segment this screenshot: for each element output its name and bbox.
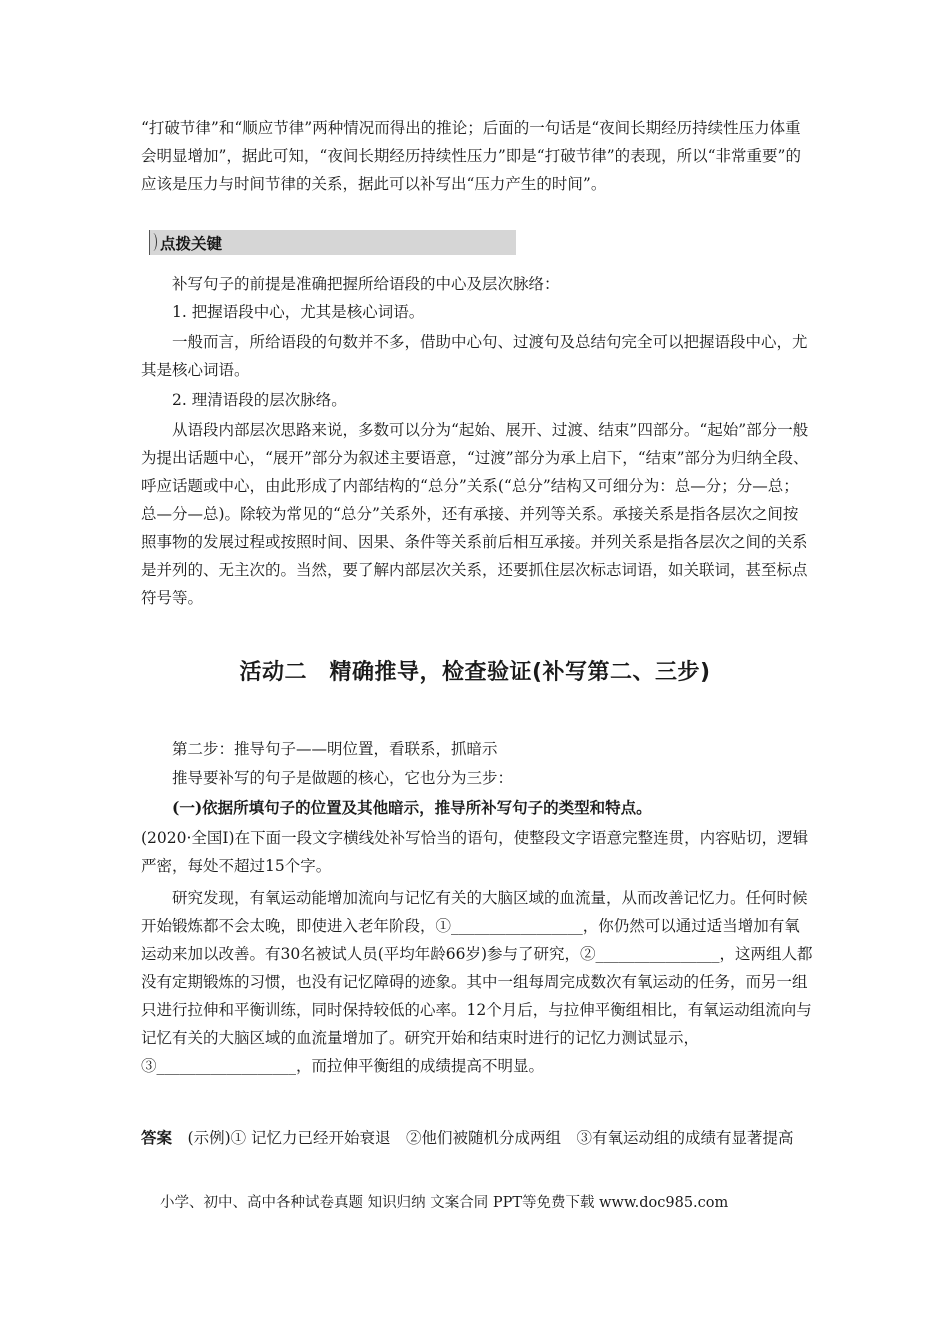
answer-label: 答案 [141, 1128, 173, 1147]
question-passage: 研究发现，有氧运动能增加流向与记忆有关的大脑区域的血流量，从而改善记忆力。任何时候开始锻炼都不会太晚，即使进入老年阶段，①_________________，你仍然可以通过适当增加有氧运动来加以改善。有30名被试人员(平均年龄66岁)参与了研究，②________________，这两组人都没有定期锻炼的习惯，也没有记忆障碍的迹象。其中一组每周完成数次有氧运动的任务，而另一组只进行拉伸和平衡训练，同时保持较低的心率。12个月后，与拉伸平衡组相比，有氧运动组流向与记忆有关的大脑区域的血流量增加了。研究开始和结束时进行的记忆力测试显示，③__________________，而拉伸平衡组的成绩提高不明显。 [141, 889, 813, 1075]
step2-title: 第二步：推导句子——明位置，看联系，抓暗示 [172, 740, 498, 758]
step2-sub1: (一)依据所填句子的位置及其他暗示，推导所补写句子的类型和特点。 [172, 798, 652, 817]
key-item1-body: 一般而言，所给语段的句数并不多，借助中心句、过渡句及总结句完全可以把握语段中心，尤其是核心词语。 [141, 333, 808, 379]
key-item1-title: 1. 把握语段中心，尤其是核心词语。 [172, 303, 425, 321]
answer-text: (示例)① 记忆力已经开始衰退 ②他们被随机分成两组 ③有氧运动组的成绩有显著提高 [187, 1129, 794, 1147]
answer-block [141, 1124, 813, 1152]
key-lead: 补写句子的前提是准确把握所给语段的中心及层次脉络： [172, 275, 560, 293]
key-points-banner [141, 230, 516, 255]
intro-paragraph: “打破节律”和“顺应节律”两种情况而得出的推论；后面的一句话是“夜间长期经历持续性压力体重会明显增加”，据此可知，“夜间长期经历持续性压力”即是“打破节律”的表现，所以“非常重要”的应该是压力与时间节律的关系，据此可以补写出“压力产生的时间”。 [141, 119, 801, 193]
question-prompt: (2020·全国Ⅰ)在下面一段文字横线处补写恰当的语句，使整段文字语意完整连贯，内容贴切，逻辑严密，每处不超过15个字。 [141, 829, 809, 875]
bracket-icon [141, 230, 150, 255]
page-footer: 小学、初中、高中各种试卷真题 知识归纳 文案合同 PPT等免费下载 www.doc985.com [160, 1195, 729, 1211]
key-item2-title: 2. 理清语段的层次脉络。 [172, 391, 347, 409]
key-item2-body: 从语段内部层次思路来说，多数可以分为“起始、展开、过渡、结束”四部分。“起始”部分一般为提出话题中心，“展开”部分为叙述主要语意，“过渡”部分为承上启下，“结束”部分为归纳全段、呼应话题或中心，由此形成了内部结构的“总分”关系(“总分”结构又可细分为：总—分；分—总；总—分—总)。除较为常见的“总分”关系外，还有承接、并列等关系。承接关系是指各层次之间按照事物的发展过程或按照时间、因果、条件等关系前后相互承接。并列关系是指各层次之间的关系是并列的、无主次的。当然，要了解内部层次关系，还要抓住层次标志词语，如关联词，甚至标点符号等。 [141, 421, 809, 607]
section-title: 活动二 精确推导，检查验证(补写第二、三步) [239, 660, 711, 685]
key-points-title: 点拨关键 [160, 234, 223, 253]
step2-intro: 推导要补写的句子是做题的核心，它也分为三步： [172, 769, 514, 787]
